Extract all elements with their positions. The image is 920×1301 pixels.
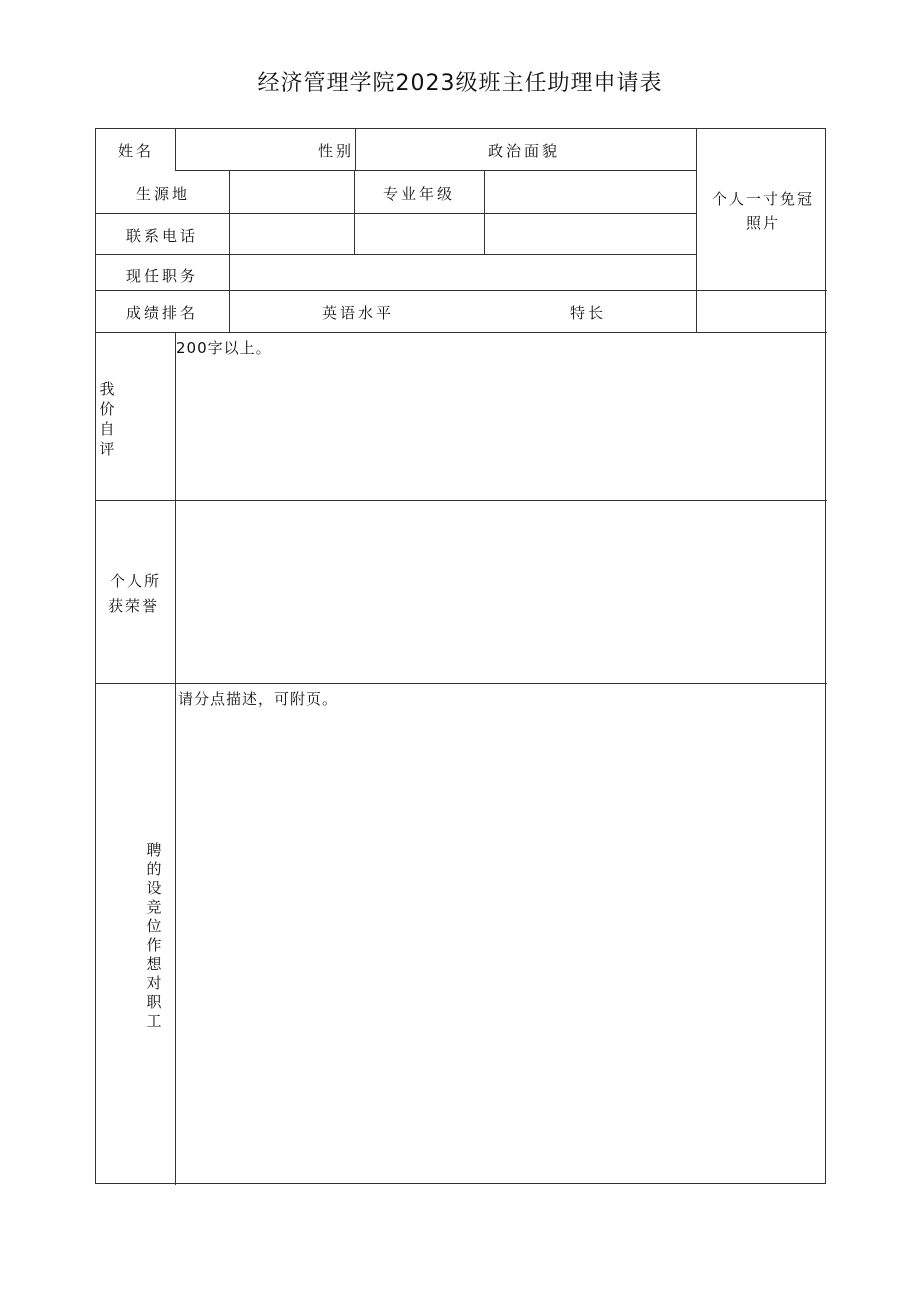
- self-evaluation-field[interactable]: [176, 333, 826, 499]
- photo-placeholder[interactable]: [700, 187, 826, 235]
- row-divider: [96, 213, 696, 214]
- column-divider: [354, 170, 355, 254]
- origin-field[interactable]: [230, 171, 353, 212]
- name-label: 姓名: [118, 142, 155, 160]
- gender-label: 性别: [318, 142, 355, 160]
- specialty-field[interactable]: [697, 291, 826, 331]
- current-position-label: 现任职务: [126, 267, 199, 285]
- major-grade-field[interactable]: [485, 171, 695, 212]
- english-level-label: 英语水平: [322, 304, 395, 322]
- grade-rank-label: 成绩排名: [126, 304, 199, 322]
- origin-label: 生源地: [136, 185, 191, 203]
- photo-text-line2: 照片: [745, 214, 780, 232]
- political-status-label: 政治面貌: [488, 142, 561, 160]
- self-evaluation-hint: 200字以上。: [176, 339, 272, 357]
- current-position-field[interactable]: [230, 255, 695, 289]
- application-form: [95, 128, 826, 1184]
- phone-label: 联系电话: [126, 227, 199, 245]
- honors-label-line2: 获荣誉: [108, 597, 160, 615]
- job-ideas-label: 聘 的 设 竞 位 作 想 对 职 工: [146, 841, 162, 1030]
- honors-label-line1: 个人所: [110, 572, 162, 590]
- self-evaluation-label: 我 价 自 评: [99, 380, 115, 458]
- job-ideas-field[interactable]: [176, 684, 826, 1183]
- phone-field[interactable]: [230, 214, 353, 253]
- job-ideas-hint: 请分点描述，可附页。: [178, 690, 339, 708]
- major-grade-label: 专业年级: [383, 185, 456, 203]
- photo-text-line1: 个人一寸免冠: [711, 190, 814, 208]
- specialty-label: 特长: [570, 304, 607, 322]
- document-title: 经济管理学院2023级班主任助理申请表: [257, 71, 663, 96]
- column-divider: [355, 129, 356, 170]
- honors-field[interactable]: [176, 501, 826, 682]
